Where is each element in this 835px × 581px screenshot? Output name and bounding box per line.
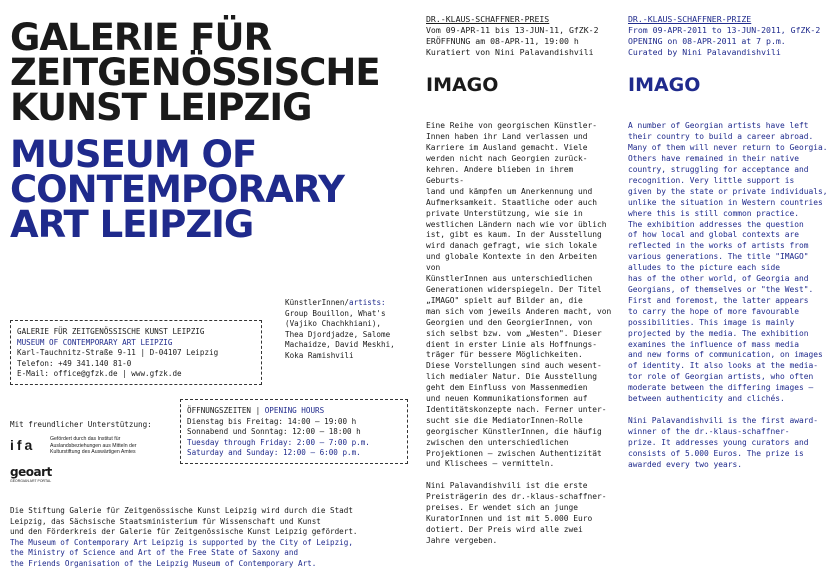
address-contact[interactable]: E-Mail: office@gfzk.de | www.gfzk.de [17,369,182,379]
text-line: Diese Vorstellungen sind auch wesent- [426,361,602,371]
text-line: träger für bessere Möglichkeiten. [426,350,583,360]
title-en-line: ART LEIPZIG [10,203,254,246]
text-line: unlike the situation in Western countries [628,197,823,207]
text-line: Many of them will never return to Georgia. [628,143,828,153]
exhibition-title-en: IMAGO [628,74,701,97]
footer-line-en: The Museum of Contemporary Art Leipzig is supported by the City of Leipzig, [10,537,353,547]
text-line: Aufmerksamkeit. Staatliche oder auch [426,197,598,207]
artist-name: Thea Djordjadze, Salome [285,329,391,339]
text-line: land und kämpfen um Anerkennung und [426,186,593,196]
footer-line-en: the Friends Organisation of the Leipzig Museum of Contemporary Art. [10,558,317,568]
text-line: Karriere im Ausland gemacht. Viele [426,143,588,153]
text-line: zwischen den unterschiedlichen [426,437,569,447]
title-en-line: MUSEUM OF [10,133,257,176]
hours-heading [187,406,401,417]
text-line: prize. It addresses young curators and [628,437,809,447]
text-line: Nini Palavandishvili is the first award- [628,415,819,425]
german-header [426,14,616,58]
ifa-desc-line: Gefördert durch das Institut für [50,436,121,442]
artist-name: Koka Ramishvili [285,350,354,360]
english-paragraph-1 [628,121,828,405]
english-column [628,14,828,470]
text-line: Identitätskonzepte nach. Ferner unter- [426,404,607,414]
artists-label-en: artists: [349,298,386,307]
text-line: between authenticity and clichés. [628,394,785,404]
artist-name: Machaidze, David Meskhi, [285,340,395,350]
text-line: The exhibition addresses the question [628,219,804,229]
text-line: Georgians, of themselves or "the West". [628,284,814,294]
ifa-description [50,436,170,456]
text-line: preises. Er wendet sich an junge [426,503,579,513]
text-line: Nini Palavandishvili ist die erste [426,481,588,491]
text-line: geht dem Einfluss von Massenmedien [426,383,588,393]
text-line: winner of the dr.-klaus-schaffner- [628,426,790,436]
text-line: alludes to the picture each side [628,263,781,273]
text-line: sich selbst bzw. vom „Westen". Dieser [426,328,602,338]
ifa-logo [10,435,35,454]
geoart-logo [10,465,52,483]
text-line: Others have remained in their native [628,154,800,164]
english-body [628,121,828,470]
text-line: Generationen widerspiegeln. Der Titel [426,284,602,294]
title-de-line: ZEITGENÖSSISCHE [10,51,380,94]
dates-en: From 09-APR-2011 to 13-JUN-2011, GfZK-2 [628,25,821,36]
text-line: Eine Reihe von georgischen Künstler- [426,121,598,131]
geoart-logo-sub: GEORGIAN ART PORTAL [10,479,52,483]
dates-de: Vom 09-APR-11 bis 13-JUN-11, GfZK-2 [426,25,599,36]
text-line: A number of Georgian artists have left [628,121,809,131]
text-line: werden nicht nach Georgien zurück- [426,154,588,164]
hours-heading-de: ÖFFNUNGSZEITEN [187,406,252,415]
text-line: Georgien und den GeorgierInnen, von [426,317,593,327]
text-line: First and foremost, the latter appears [628,295,809,305]
text-line: lich medialer Natur. Die Ausstellung [426,372,598,382]
english-paragraph-2 [628,416,828,471]
text-line: und neuen Kommunikationsformen auf [426,394,588,404]
artists-label-de: KünstlerInnen/ [285,298,350,307]
text-line: to carry the hope of more favourable [628,306,800,316]
footer-line-de: Leipzig, das Sächsische Staatsministerium für Wissenschaft und Kunst [10,516,321,526]
text-line: has of the other world, of Georgia and [628,274,809,284]
ifa-logo-text: ifa [10,437,36,453]
text-line: private Unterstützung, wie sie in [426,208,583,218]
text-line: sucht sie die MediatorInnen-Rolle [426,415,583,425]
artist-name: (Vajiko Chachkhiani), [285,319,382,329]
footer-line-en: the Ministry of Science and Art of the Free State of Saxony and [10,548,299,558]
text-line: tor role of Georgian artists, who often [628,372,814,382]
text-line: given by the state or private individuals, [628,186,828,196]
german-paragraph-1 [426,121,616,470]
text-line: Projektionen – zwischen Authentizität [426,448,602,458]
text-line: Preisträgerin des dr.-klaus-schaffner- [426,492,607,502]
text-line: wird danach gefragt, wie sich lokale [426,241,598,251]
hours-line-de: Dienstag bis Freitag: 14:00 – 19:00 h [187,416,357,426]
artists-list [285,298,415,362]
english-header [628,14,828,58]
hours-line-en: Saturday and Sunday: 12:00 – 6:00 p.m. [187,448,361,458]
column-divider [415,0,416,581]
geoart-logo-text: geoart [10,465,52,479]
prize-name-en: DR.-KLAUS-SCHAFFNER-PRIZE [628,14,752,24]
address-line: Karl-Tauchnitz-Straße 9-11 | D-04107 Leipzig [17,348,219,358]
title-de-line: KUNST LEIPZIG [10,86,312,129]
german-column [426,14,616,547]
text-line: ist, gibt es kaum. In der Ausstellung [426,230,602,240]
footer-line-de: und den Förderkreis der Galerie für Zeitgenössische Kunst Leipzig gefördert. [10,527,358,537]
text-line: Innen haben ihr Land verlassen und [426,132,588,142]
text-line: kehren. Andere blieben in ihrem Geburts- [426,165,574,185]
artists-label [285,298,415,309]
text-line: and new forms of communication, on images [628,350,823,360]
exhibition-title-de: IMAGO [426,74,499,97]
hours-line-en: Tuesday through Friday: 2:00 – 7:00 p.m. [187,437,370,447]
text-line: where this is still common practice. [628,208,800,218]
artist-name: Group Bouillon, What's [285,308,386,318]
text-line: „IMAGO" spielt auf Bilder an, die [426,295,583,305]
text-line: man sich vom jeweils Anderen macht, von [426,306,612,316]
address-phone: Telefon: +49 341.140 81-0 [17,358,132,368]
funding-footer [10,506,410,570]
text-line: consists of 5.000 Euros. The prize is [628,448,804,458]
ifa-desc-line: Kulturstiftung des Auswärtigen Amtes [50,449,136,456]
text-line: Jahre vergeben. [426,535,498,545]
text-line: dotiert. Der Preis wird alle zwei [426,525,583,534]
footer-line-de: Die Stiftung Galerie für Zeitgenössische Kunst Leipzig wird durch die Stadt [10,506,353,515]
text-line: moderate between the differing images – [628,383,814,393]
text-line: examines the influence of mass media [628,339,800,349]
hours-heading-en: OPENING HOURS [264,406,325,415]
text-line: dient in erster Linie als Hoffnungs- [426,339,598,349]
ifa-desc-line: Auslandsbeziehungen aus Mitteln der [50,442,137,449]
german-paragraph-2 [426,481,616,546]
opening-en: OPENING on 08-APR-2011 at 7 p.m. [628,36,786,47]
text-line: georgischer KünstlerInnen, die häufig [426,426,602,436]
text-line: of how local and global contexts are [628,230,800,240]
text-line: various generations. The title "IMAGO" [628,252,809,262]
text-line: of identity. It also looks at the media- [628,361,819,371]
address-line: GALERIE FÜR ZEITGENÖSSISCHE KUNST LEIPZIG [17,327,205,336]
text-line: reflected in the works of artists from [628,241,809,251]
hours-heading-sep: | [251,406,265,415]
curator-en: Curated by Nini Palavandishvili [628,47,781,58]
text-line: projected by the media. The exhibition [628,328,809,338]
text-line: recognition. Very little support is [628,175,795,185]
address-box [10,320,262,385]
title-en-line: CONTEMPORARY [10,168,344,211]
hours-line-de: Sonnabend und Sonntag: 12:00 – 18:00 h [187,427,361,437]
text-line: KünstlerInnen aus unterschiedlichen [426,274,593,284]
address-line: MUSEUM OF CONTEMPORARY ART LEIPZIG [17,337,173,347]
title-german [10,16,380,129]
support-label: Mit freundlicher Unterstützung: [10,420,152,429]
opening-hours-box [180,399,408,464]
text-line: country, struggling for acceptance and [628,165,809,174]
text-line: KuratorInnen und ist mit 5.000 Euro [426,514,593,524]
text-line: westlichen Ländern nach wie vor üblich [426,219,607,229]
curator-de: Kuratiert von Nini Palavandishvili [426,47,594,58]
title-de-line: GALERIE FÜR [10,16,272,59]
text-line: their country to build a career abroad. [628,132,814,142]
text-line: awarded every two years. [628,459,743,469]
text-line: und globale Kontexte in den Arbeiten von [426,252,598,273]
german-body [426,121,616,546]
text-line: possibilities. This image is mainly [628,317,795,327]
prize-name-de: DR.-KLAUS-SCHAFFNER-PREIS [426,14,550,24]
title-english [10,133,344,246]
text-line: und Klischees – vermitteln. [426,459,555,469]
opening-de: ERÖFFNUNG am 08-APR-11, 19:00 h [426,36,579,47]
